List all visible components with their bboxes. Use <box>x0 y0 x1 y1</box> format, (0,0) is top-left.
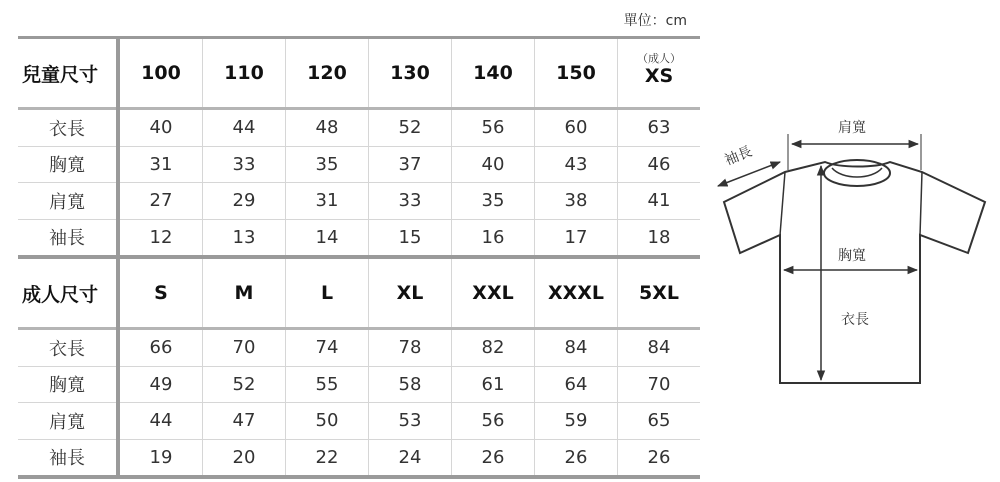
table-cell: 56 <box>452 109 535 147</box>
size-chart-table <box>18 36 700 479</box>
table-cell: 70 <box>203 329 286 367</box>
tshirt-collar-inner <box>832 168 882 177</box>
table-cell: 33 <box>369 183 452 220</box>
tshirt-outline <box>724 162 985 383</box>
table-cell: 26 <box>618 439 701 477</box>
table-cell: 82 <box>452 329 535 367</box>
table-row <box>18 109 700 147</box>
table-cell: 26 <box>452 439 535 477</box>
table-cell: 64 <box>535 366 618 403</box>
table-cell: 19 <box>118 439 203 477</box>
size-xs <box>618 38 701 109</box>
row-label: 衣長 <box>18 109 118 147</box>
size-5xl: 5XL <box>618 257 701 329</box>
table-row <box>18 146 700 183</box>
size-m: M <box>203 257 286 329</box>
size-xxl: XXL <box>452 257 535 329</box>
table-cell: 52 <box>369 109 452 147</box>
shoulder-label: 肩寬 <box>838 120 866 136</box>
table-row <box>18 366 700 403</box>
kids-header-label: 兒童尺寸 <box>18 38 118 109</box>
table-cell: 38 <box>535 183 618 220</box>
size-xs-label: XS <box>644 65 674 87</box>
size-140: 140 <box>452 38 535 109</box>
sleeve-label: 袖長 <box>722 143 755 169</box>
size-150: 150 <box>535 38 618 109</box>
table-cell: 22 <box>286 439 369 477</box>
table-cell: 46 <box>618 146 701 183</box>
kids-header-row <box>18 38 700 109</box>
size-130: 130 <box>369 38 452 109</box>
table-cell: 47 <box>203 403 286 440</box>
table-cell: 41 <box>618 183 701 220</box>
size-100: 100 <box>118 38 203 109</box>
table-cell: 59 <box>535 403 618 440</box>
table-cell: 24 <box>369 439 452 477</box>
tshirt-collar <box>824 160 890 186</box>
table-cell: 78 <box>369 329 452 367</box>
table-cell: 66 <box>118 329 203 367</box>
table-cell: 43 <box>535 146 618 183</box>
size-xl: XL <box>369 257 452 329</box>
size-s: S <box>118 257 203 329</box>
table-cell: 84 <box>535 329 618 367</box>
table-cell: 44 <box>118 403 203 440</box>
table-cell: 50 <box>286 403 369 440</box>
table-cell: 14 <box>286 219 369 257</box>
table-cell: 61 <box>452 366 535 403</box>
row-label: 胸寬 <box>18 366 118 403</box>
table-cell: 37 <box>369 146 452 183</box>
table-row <box>18 219 700 257</box>
table-cell: 65 <box>618 403 701 440</box>
chest-label: 胸寬 <box>838 248 866 264</box>
table-cell: 27 <box>118 183 203 220</box>
table-row <box>18 183 700 220</box>
adults-header-label: 成人尺寸 <box>18 257 118 329</box>
xs-adult-note: （成人） <box>637 52 681 65</box>
table-cell: 18 <box>618 219 701 257</box>
table-cell: 31 <box>286 183 369 220</box>
table-cell: 31 <box>118 146 203 183</box>
row-label: 袖長 <box>18 219 118 257</box>
table-cell: 17 <box>535 219 618 257</box>
table-cell: 55 <box>286 366 369 403</box>
size-xxxl: XXXL <box>535 257 618 329</box>
table-cell: 74 <box>286 329 369 367</box>
row-label: 袖長 <box>18 439 118 477</box>
table-cell: 33 <box>203 146 286 183</box>
table-cell: 49 <box>118 366 203 403</box>
table-cell: 16 <box>452 219 535 257</box>
size-l: L <box>286 257 369 329</box>
unit-label: 單位：cm <box>623 13 687 29</box>
table-cell: 29 <box>203 183 286 220</box>
adults-header-row <box>18 257 700 329</box>
table-cell: 20 <box>203 439 286 477</box>
table-cell: 56 <box>452 403 535 440</box>
table-cell: 52 <box>203 366 286 403</box>
tshirt-diagram <box>700 110 1000 395</box>
table-row <box>18 403 700 440</box>
table-cell: 63 <box>618 109 701 147</box>
table-row <box>18 439 700 477</box>
table-cell: 60 <box>535 109 618 147</box>
table-cell: 70 <box>618 366 701 403</box>
table-cell: 58 <box>369 366 452 403</box>
table-row <box>18 329 700 367</box>
sleeve-seam-left <box>780 172 785 235</box>
row-label: 肩寬 <box>18 403 118 440</box>
table-cell: 26 <box>535 439 618 477</box>
table-cell: 12 <box>118 219 203 257</box>
table-cell: 35 <box>452 183 535 220</box>
size-110: 110 <box>203 38 286 109</box>
table-cell: 84 <box>618 329 701 367</box>
table-cell: 53 <box>369 403 452 440</box>
table-cell: 40 <box>118 109 203 147</box>
sleeve-seam-right <box>920 172 922 235</box>
row-label: 肩寬 <box>18 183 118 220</box>
row-label: 胸寬 <box>18 146 118 183</box>
table-cell: 13 <box>203 219 286 257</box>
length-label: 衣長 <box>841 312 869 328</box>
table-cell: 48 <box>286 109 369 147</box>
row-label: 衣長 <box>18 329 118 367</box>
table-cell: 35 <box>286 146 369 183</box>
table-cell: 15 <box>369 219 452 257</box>
size-120: 120 <box>286 38 369 109</box>
table-cell: 40 <box>452 146 535 183</box>
table-cell: 44 <box>203 109 286 147</box>
